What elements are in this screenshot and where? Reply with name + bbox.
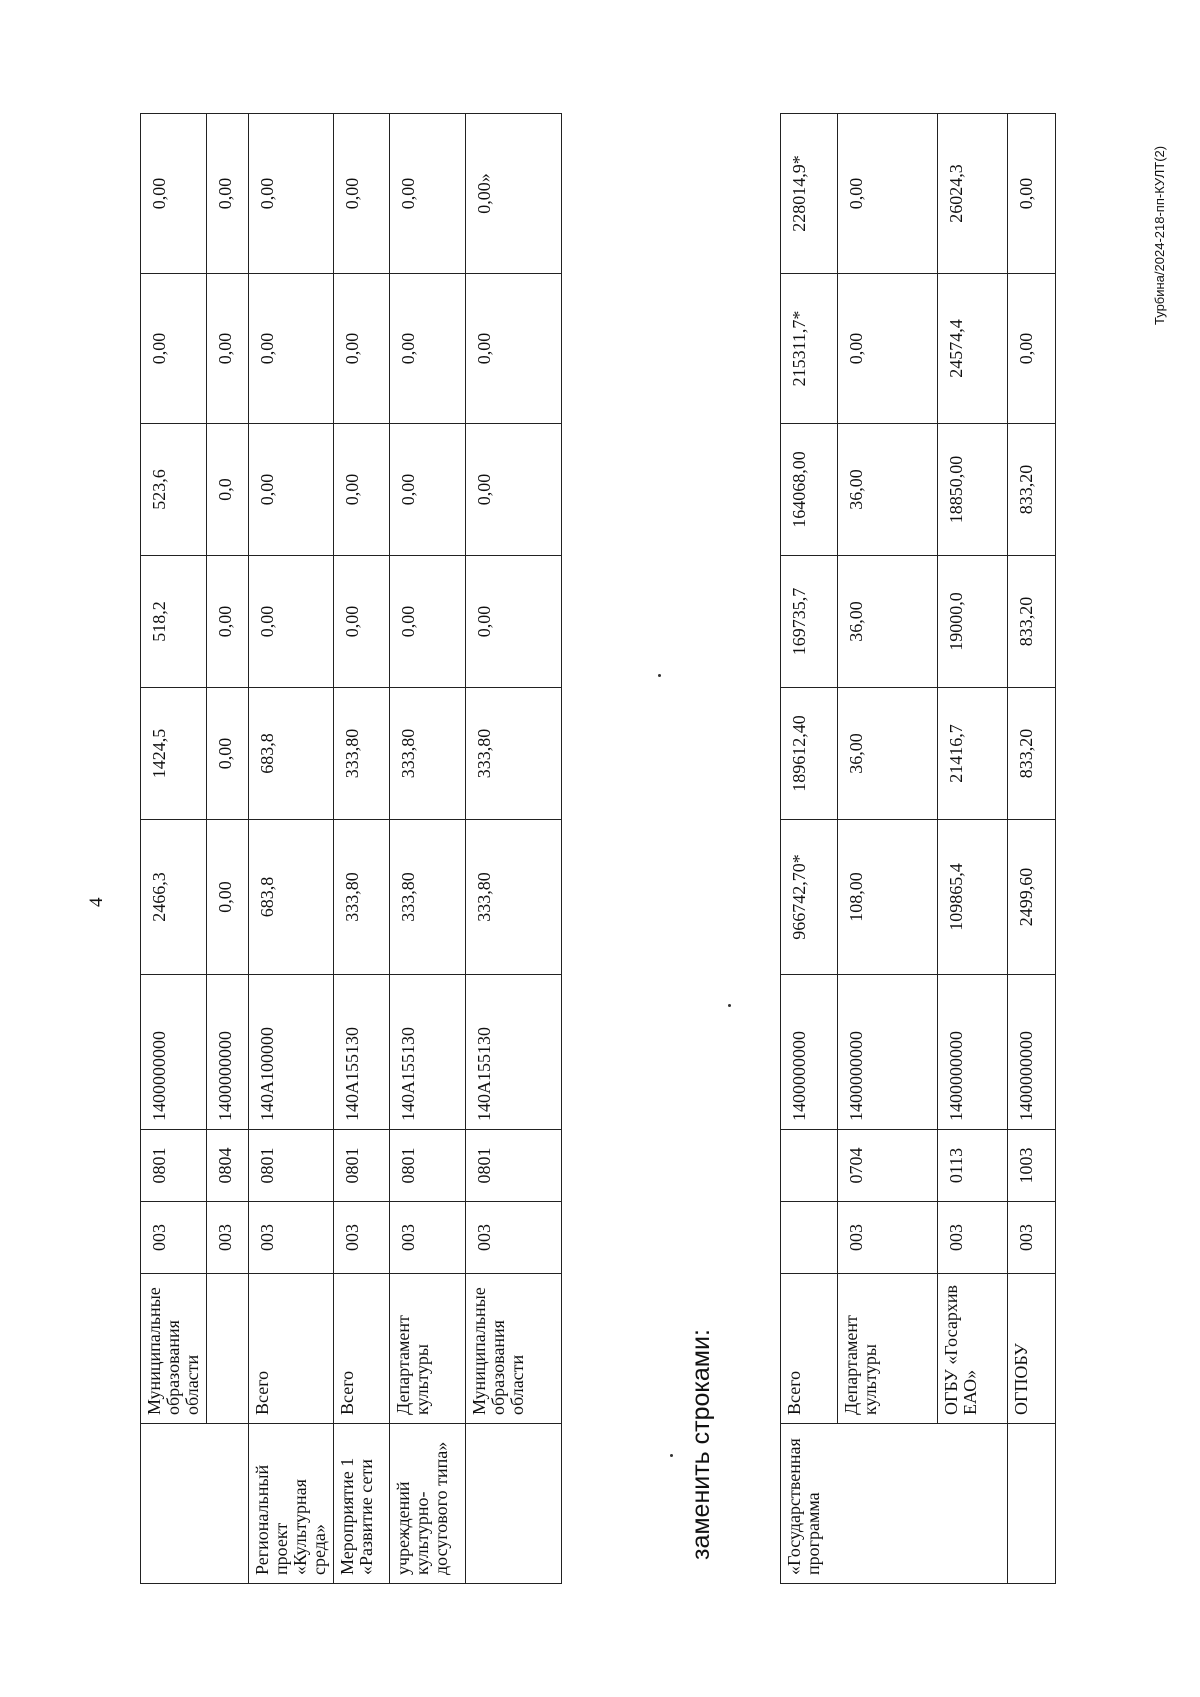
source-cell: Департамент культуры: [390, 1274, 466, 1424]
csr-cell: 1400000000: [938, 975, 1008, 1130]
source-cell: Муниципальные образования области: [466, 1274, 562, 1424]
total-cell: 333,80: [334, 820, 390, 975]
row-label-cell: [1008, 1424, 1056, 1584]
year1-cell: 36,00: [838, 688, 938, 820]
year5-cell: 26024,3: [938, 114, 1008, 274]
table-row: [390, 114, 466, 1584]
grbs-cell: 003: [390, 1202, 466, 1274]
year1-cell: 333,80: [466, 688, 562, 820]
year3-cell: 0,0: [207, 424, 249, 556]
year2-cell: 0,00: [466, 556, 562, 688]
row-label-cell: Мероприятие 1 «Развитие сети: [334, 1424, 390, 1584]
year2-cell: 0,00: [249, 556, 334, 688]
total-cell: 966742,70*: [781, 820, 838, 975]
year2-cell: 0,00: [207, 556, 249, 688]
table-row: [1008, 114, 1056, 1584]
funding-table-new-rows: [780, 113, 1056, 1584]
year3-cell: 833,20: [1008, 424, 1056, 556]
year3-cell: 0,00: [390, 424, 466, 556]
source-cell: Всего: [249, 1274, 334, 1424]
year2-cell: 518,2: [141, 556, 207, 688]
row-label-cell: [466, 1424, 562, 1584]
year2-cell: 0,00: [390, 556, 466, 688]
year5-cell: 0,00: [207, 114, 249, 274]
grbs-cell: 003: [141, 1202, 207, 1274]
scan-speck: [658, 674, 661, 677]
table-row: [207, 114, 249, 1584]
year2-cell: 833,20: [1008, 556, 1056, 688]
rzpr-cell: 0801: [249, 1130, 334, 1202]
year3-cell: 523,6: [141, 424, 207, 556]
source-cell: Всего: [781, 1274, 838, 1424]
grbs-cell: 003: [334, 1202, 390, 1274]
year1-cell: 333,80: [334, 688, 390, 820]
year2-cell: 0,00: [334, 556, 390, 688]
document-code: Турбина/2024-218-пп-КУЛТ(2): [1152, 145, 1167, 325]
year5-cell: 228014,9*: [781, 114, 838, 274]
rzpr-cell: 0801: [141, 1130, 207, 1202]
year4-cell: 215311,7*: [781, 274, 838, 424]
table-row: [334, 114, 390, 1584]
row-label-cell: Региональный проект «Культурная среда»: [249, 1424, 334, 1584]
grbs-cell: 003: [838, 1202, 938, 1274]
csr-cell: 140А155130: [390, 975, 466, 1130]
year4-cell: 0,00: [466, 274, 562, 424]
year5-cell: 0,00: [334, 114, 390, 274]
total-cell: 333,80: [390, 820, 466, 975]
csr-cell: 1400000000: [141, 975, 207, 1130]
year5-cell: 0,00: [249, 114, 334, 274]
year1-cell: 0,00: [207, 688, 249, 820]
year3-cell: 0,00: [249, 424, 334, 556]
year1-cell: 683,8: [249, 688, 334, 820]
year4-cell: 0,00: [1008, 274, 1056, 424]
grbs-cell: 003: [466, 1202, 562, 1274]
source-cell: Департамент культуры: [838, 1274, 938, 1424]
total-cell: 2466,3: [141, 820, 207, 975]
page-number: 4: [86, 897, 107, 907]
grbs-cell: 003: [207, 1202, 249, 1274]
year5-cell: 0,00»: [466, 114, 562, 274]
year1-cell: 21416,7: [938, 688, 1008, 820]
grbs-cell: [781, 1202, 838, 1274]
csr-cell: 1400000000: [207, 975, 249, 1130]
scan-speck: [670, 1454, 673, 1457]
table-row: [938, 114, 1008, 1584]
year3-cell: 18850,00: [938, 424, 1008, 556]
year3-cell: 164068,00: [781, 424, 838, 556]
csr-cell: 140А155130: [466, 975, 562, 1130]
total-cell: 0,00: [207, 820, 249, 975]
source-cell: ОГБУ «Госархив ЕАО»: [938, 1274, 1008, 1424]
csr-cell: 140А100000: [249, 975, 334, 1130]
csr-cell: 1400000000: [1008, 975, 1056, 1130]
csr-cell: 1400000000: [838, 975, 938, 1130]
year1-cell: 1424,5: [141, 688, 207, 820]
source-cell: Всего: [334, 1274, 390, 1424]
scan-speck: [728, 1004, 731, 1007]
total-cell: 333,80: [466, 820, 562, 975]
year1-cell: 833,20: [1008, 688, 1056, 820]
rzpr-cell: 0704: [838, 1130, 938, 1202]
grbs-cell: 003: [249, 1202, 334, 1274]
rzpr-cell: 0801: [334, 1130, 390, 1202]
year5-cell: 0,00: [390, 114, 466, 274]
rzpr-cell: [781, 1130, 838, 1202]
year3-cell: 0,00: [466, 424, 562, 556]
year5-cell: 0,00: [1008, 114, 1056, 274]
year2-cell: 169735,7: [781, 556, 838, 688]
year3-cell: 36,00: [838, 424, 938, 556]
table-row: [141, 114, 207, 1584]
year4-cell: 0,00: [249, 274, 334, 424]
year3-cell: 0,00: [334, 424, 390, 556]
row-label-cell: «Государственная программа: [781, 1424, 1008, 1584]
year4-cell: 24574,4: [938, 274, 1008, 424]
replacement-caption: заменить строками:: [687, 1329, 715, 1560]
rzpr-cell: 1003: [1008, 1130, 1056, 1202]
source-cell: [207, 1274, 249, 1424]
year2-cell: 19000,0: [938, 556, 1008, 688]
row-label-cell: [141, 1424, 249, 1584]
year2-cell: 36,00: [838, 556, 938, 688]
row-label-cell: учреждений культурно-досугового типа»: [390, 1424, 466, 1584]
year1-cell: 189612,40: [781, 688, 838, 820]
csr-cell: 140А155130: [334, 975, 390, 1130]
year4-cell: 0,00: [838, 274, 938, 424]
year4-cell: 0,00: [207, 274, 249, 424]
csr-cell: 1400000000: [781, 975, 838, 1130]
year5-cell: 0,00: [141, 114, 207, 274]
year1-cell: 333,80: [390, 688, 466, 820]
funding-table-old-rows: [140, 113, 562, 1584]
year4-cell: 0,00: [141, 274, 207, 424]
table-row: [838, 114, 938, 1584]
total-cell: 109865,4: [938, 820, 1008, 975]
year5-cell: 0,00: [838, 114, 938, 274]
table-row: [249, 114, 334, 1584]
total-cell: 683,8: [249, 820, 334, 975]
rzpr-cell: 0801: [390, 1130, 466, 1202]
source-cell: ОГПОБУ: [1008, 1274, 1056, 1424]
total-cell: 2499,60: [1008, 820, 1056, 975]
rzpr-cell: 0804: [207, 1130, 249, 1202]
grbs-cell: 003: [938, 1202, 1008, 1274]
year4-cell: 0,00: [334, 274, 390, 424]
grbs-cell: 003: [1008, 1202, 1056, 1274]
table-row: [781, 114, 838, 1584]
total-cell: 108,00: [838, 820, 938, 975]
source-cell: Муниципальные образования области: [141, 1274, 207, 1424]
table-row: [466, 114, 562, 1584]
rzpr-cell: 0113: [938, 1130, 1008, 1202]
rzpr-cell: 0801: [466, 1130, 562, 1202]
year4-cell: 0,00: [390, 274, 466, 424]
